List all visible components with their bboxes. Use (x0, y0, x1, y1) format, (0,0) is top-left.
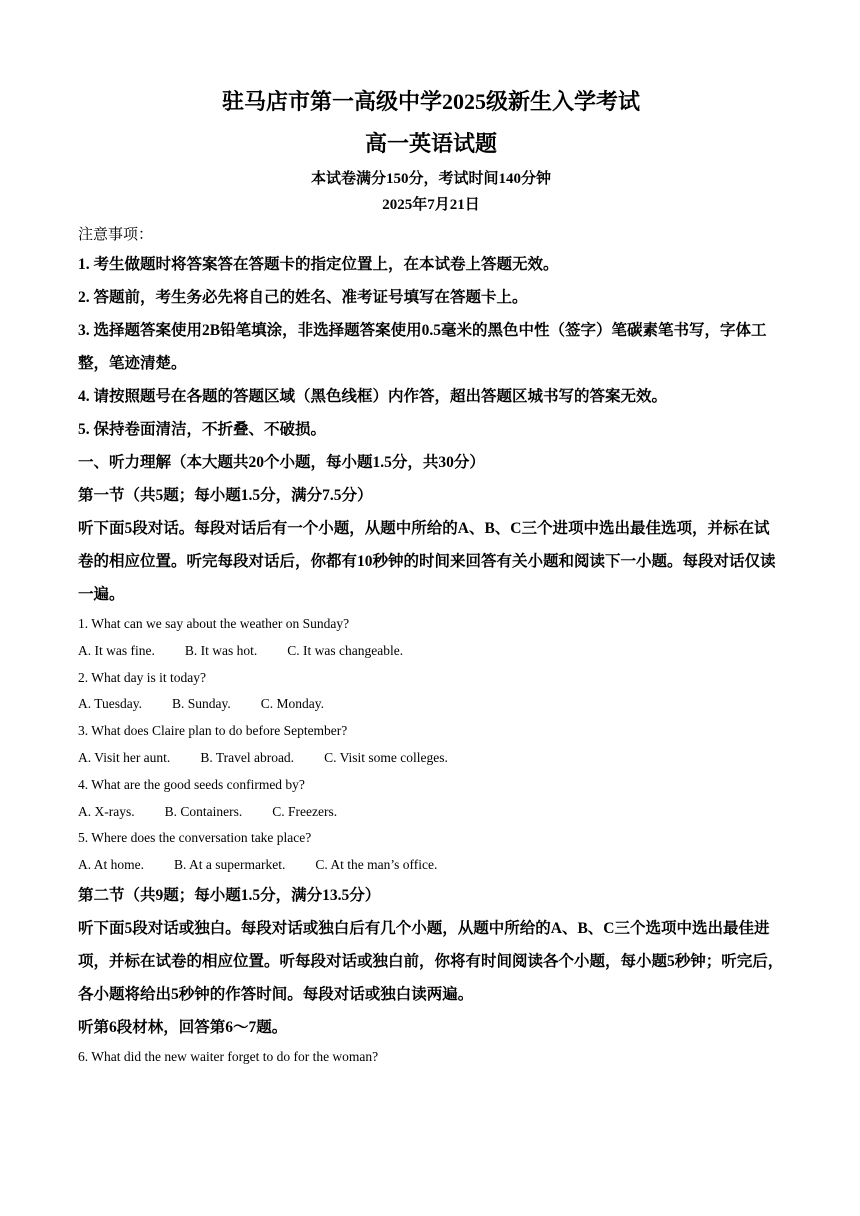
option-c: C. At the man’s office. (315, 857, 438, 873)
section-two-heading: 第二节（共9题；每小题1.5分，满分13.5分） (78, 886, 381, 904)
option-a: A. Tuesday. (78, 696, 143, 712)
question-2-options (78, 691, 784, 718)
option-c: C. Freezers. (272, 803, 338, 819)
question-4: 4. What are the good seeds confirmed by? (78, 776, 305, 792)
option-b: B. It was hot. (184, 642, 258, 658)
question-5-options (78, 852, 784, 879)
note-item-1: 1. 考生做题时将答案答在答题卡的指定位置上，在本试卷上答题无效。 (78, 256, 559, 273)
exam-subtitle: 高一英语试题 (364, 131, 497, 156)
question-6: 6. What did the new waiter forget to do for the woman? (78, 1048, 379, 1064)
option-b: B. Sunday. (172, 696, 231, 712)
note-item-2: 2. 答题前，考生务必先将自己的姓名、准考证号填写在答题卡上。 (78, 289, 528, 306)
part-one-heading: 一、听力理解（本大题共20个小题，每小题1.5分，共30分） (78, 454, 485, 471)
section-one-instructions: 听下面5段对话。每段对话后有一个小题，从题中所给的A、B、C三个进项中选出最佳选项，并标在试卷的相应位置。听完每段对话后，你都有10秒钟的时间来回答有关小题和阅读下一小题。每段对话仅读一遍。 (78, 520, 776, 603)
note-item-3: 3. 选择题答案使用2B铅笔填涂，非选择题答案使用0.5毫米的黑色中性（签字）笔碳素笔书写，字体工整，笔迹清楚。 (78, 322, 767, 372)
option-c: C. It was changeable. (287, 642, 404, 658)
exam-date: 2025年7月21日 (382, 197, 480, 213)
score-time-line: 本试卷满分150分，考试时间140分钟 (310, 171, 551, 187)
exam-page (78, 86, 784, 1071)
option-b: B. Containers. (164, 803, 243, 819)
section-one-heading: 第一节（共5题；每小题1.5分，满分7.5分） (78, 487, 373, 504)
option-a: A. It was fine. (78, 642, 155, 658)
question-1: 1. What can we say about the weather on Sunday? (78, 616, 350, 631)
option-a: A. Visit her aunt. (78, 749, 171, 765)
section-two-instructions: 听下面5段对话或独白。每段对话或独白后有几个小题，从题中所给的A、B、C三个选项中选出最佳进项，并标在试卷的相应位置。听每段对话或独白前，你将有时间阅读各个小题，每小题5秒钟；听完后，各小题将给出5秒钟的作答时间。每段对话或独白读两遍。 (78, 919, 784, 1003)
question-4-options (78, 799, 784, 826)
option-c: C. Monday. (260, 696, 325, 712)
question-3: 3. What does Claire plan to do before September? (78, 723, 348, 739)
option-a: A. X-rays. (78, 803, 135, 819)
question-2: 2. What day is it today? (78, 669, 206, 685)
option-b: B. At a supermarket. (174, 857, 286, 873)
exam-title: 驻马店市第一高级中学2025级新生入学考试 (221, 89, 640, 114)
option-c: C. Visit some colleges. (324, 749, 448, 765)
note-item-5: 5. 保持卷面清洁，不折叠、不破损。 (78, 421, 327, 438)
option-a: A. At home. (78, 857, 144, 873)
question-5: 5. Where does the conversation take place? (78, 830, 312, 846)
question-1-options (78, 638, 784, 665)
notes-heading: 注意事项： (78, 227, 154, 243)
material-6-instruction: 听第6段材林，回答第6～7题。 (78, 1018, 288, 1036)
option-b: B. Travel abroad. (200, 749, 295, 765)
question-3-options (78, 745, 784, 772)
note-item-4: 4. 请按照题号在各题的答题区域（黑色线框）内作答，超出答题区城书写的答案无效。 (78, 388, 668, 405)
